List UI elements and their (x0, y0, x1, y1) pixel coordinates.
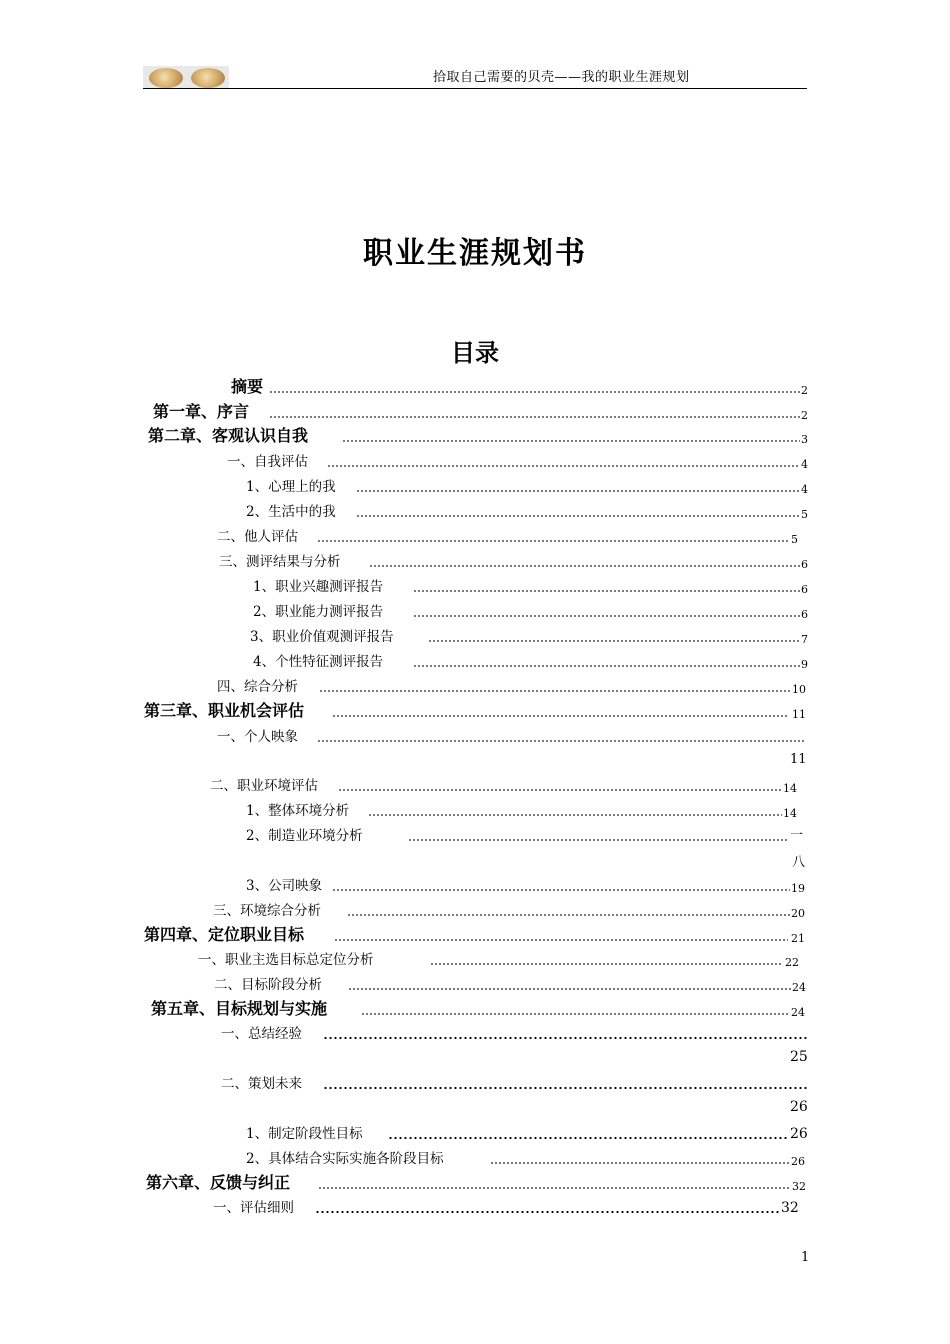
toc-entry-label: 一、评估细则 (213, 1200, 294, 1216)
toc-entry[interactable] (246, 876, 812, 895)
toc-entry-label: 第二章、客观认识自我 (148, 426, 309, 445)
toc-entry[interactable] (217, 677, 812, 696)
toc-entry[interactable] (250, 627, 812, 646)
toc-entry-page: 5 (791, 533, 798, 546)
toc-entry-page-continued: 八 (792, 855, 806, 870)
toc-entry-page: 3 (801, 433, 808, 446)
toc-entry-page: 6 (801, 583, 808, 596)
toc-entry-page: 32 (781, 1200, 799, 1216)
toc-entry-page: 25 (790, 1049, 808, 1065)
toc-entry-label: 摘要 (231, 377, 264, 396)
toc-entry-label: 1、心理上的我 (246, 479, 336, 495)
toc-entry-page: 11 (790, 752, 807, 767)
toc-entry-label: 1、职业兴趣测评报告 (253, 579, 384, 595)
toc-entry[interactable] (246, 801, 808, 820)
toc-entry[interactable] (210, 776, 810, 795)
toc-entry-label: 一、个人映象 (217, 729, 298, 745)
toc-entry[interactable] (148, 427, 813, 445)
toc-entry-page: 26 (790, 1126, 808, 1142)
toc-entry-label: 3、职业价值观测评报告 (250, 629, 394, 645)
shell-logo-icon (143, 66, 229, 88)
toc-entry[interactable] (213, 901, 812, 920)
toc-entry[interactable] (246, 826, 812, 845)
toc-entry-label: 三、测评结果与分析 (219, 554, 341, 570)
toc-entry-page: 20 (791, 907, 805, 920)
toc-entry-page: 26 (791, 1155, 805, 1168)
toc-entry-page: 4 (801, 458, 808, 471)
page-header (143, 62, 807, 89)
toc-entry-label: 2、职业能力测评报告 (253, 604, 384, 620)
toc-entry-label: 二、他人评估 (217, 529, 298, 545)
toc-entry-label: 1、制定阶段性目标 (246, 1126, 363, 1142)
toc-entry-page: 10 (792, 683, 806, 696)
toc-entry-page: 14 (783, 782, 797, 795)
toc-entry[interactable] (153, 403, 813, 421)
toc-entry[interactable] (253, 577, 812, 596)
toc-entry-label: 一、自我评估 (227, 454, 308, 470)
toc-entry-page: 24 (792, 981, 806, 994)
toc-entry-label: 第一章、序言 (153, 402, 250, 421)
toc-entry-label: 1、整体环境分析 (246, 803, 350, 819)
toc-entry-page: 24 (791, 1006, 805, 1019)
toc-entry-label: 第六章、反馈与纠正 (146, 1173, 291, 1192)
toc-entry[interactable] (144, 926, 812, 944)
toc-entry[interactable] (221, 1024, 811, 1043)
toc-entry-label: 2、制造业环境分析 (246, 828, 363, 844)
toc-entry-page: 32 (792, 1180, 806, 1193)
toc-entry-label: 二、策划未来 (221, 1076, 302, 1092)
toc-entry-page: 2 (801, 384, 808, 397)
toc-entry[interactable] (217, 727, 809, 746)
toc-entry[interactable] (217, 527, 807, 546)
toc-entry[interactable] (214, 975, 812, 994)
toc-entry-page: 11 (792, 708, 806, 721)
toc-entry[interactable] (246, 1149, 812, 1168)
toc-entry[interactable] (253, 602, 812, 621)
header-title: 拾取自己需要的贝壳——我的职业生涯规划 (433, 70, 690, 85)
document-title: 职业生涯规划书 (363, 236, 587, 271)
toc-heading: 目录 (451, 338, 499, 367)
toc-entry-page: 6 (801, 608, 808, 621)
toc-entry-label: 第五章、目标规划与实施 (151, 999, 328, 1018)
toc-entry[interactable] (198, 950, 812, 969)
toc-entry-page: 一 (790, 828, 804, 843)
toc-entry-page: 22 (785, 956, 799, 969)
toc-entry-page: 4 (801, 483, 808, 496)
toc-entry-label: 第四章、定位职业目标 (144, 925, 305, 944)
toc-entry[interactable] (219, 552, 812, 571)
toc-entry-page: 2 (801, 409, 808, 422)
toc-entry-page: 19 (791, 882, 805, 895)
toc-entry-page: 26 (790, 1099, 808, 1115)
toc-entry[interactable] (144, 702, 812, 720)
toc-entry[interactable] (221, 1074, 811, 1093)
toc-entry-page: 14 (783, 807, 797, 820)
toc-entry[interactable] (231, 378, 811, 396)
toc-entry[interactable] (227, 452, 812, 471)
toc-entry-label: 四、综合分析 (217, 679, 298, 695)
toc-entry[interactable] (146, 1174, 812, 1192)
toc-entry-page: 21 (791, 932, 805, 945)
toc-entry-page: 9 (801, 658, 808, 671)
toc-entry[interactable] (213, 1198, 803, 1217)
toc-entry[interactable] (253, 652, 812, 671)
toc-entry-label: 一、总结经验 (221, 1026, 302, 1042)
toc-entry-label: 2、具体结合实际实施各阶段目标 (246, 1151, 444, 1167)
toc-entry-page: 6 (801, 558, 808, 571)
toc-entry-label: 4、个性特征测评报告 (253, 654, 384, 670)
page-number: 1 (801, 1250, 810, 1265)
toc-entry-page: 7 (801, 633, 808, 646)
toc-entry-label: 二、目标阶段分析 (214, 977, 322, 993)
toc-entry[interactable] (246, 1124, 812, 1143)
toc-entry-label: 一、职业主选目标总定位分析 (198, 952, 374, 968)
toc-entry-label: 第三章、职业机会评估 (144, 701, 305, 720)
toc-entry-page: 5 (801, 508, 808, 521)
toc-entry-label: 3、公司映象 (246, 878, 323, 894)
toc-entry-label: 2、生活中的我 (246, 504, 336, 520)
toc-entry-label: 二、职业环境评估 (210, 778, 318, 794)
toc-entry-label: 三、环境综合分析 (213, 903, 321, 919)
toc-entry[interactable] (246, 477, 812, 496)
toc-entry[interactable] (151, 1000, 812, 1018)
toc-entry[interactable] (246, 502, 812, 521)
